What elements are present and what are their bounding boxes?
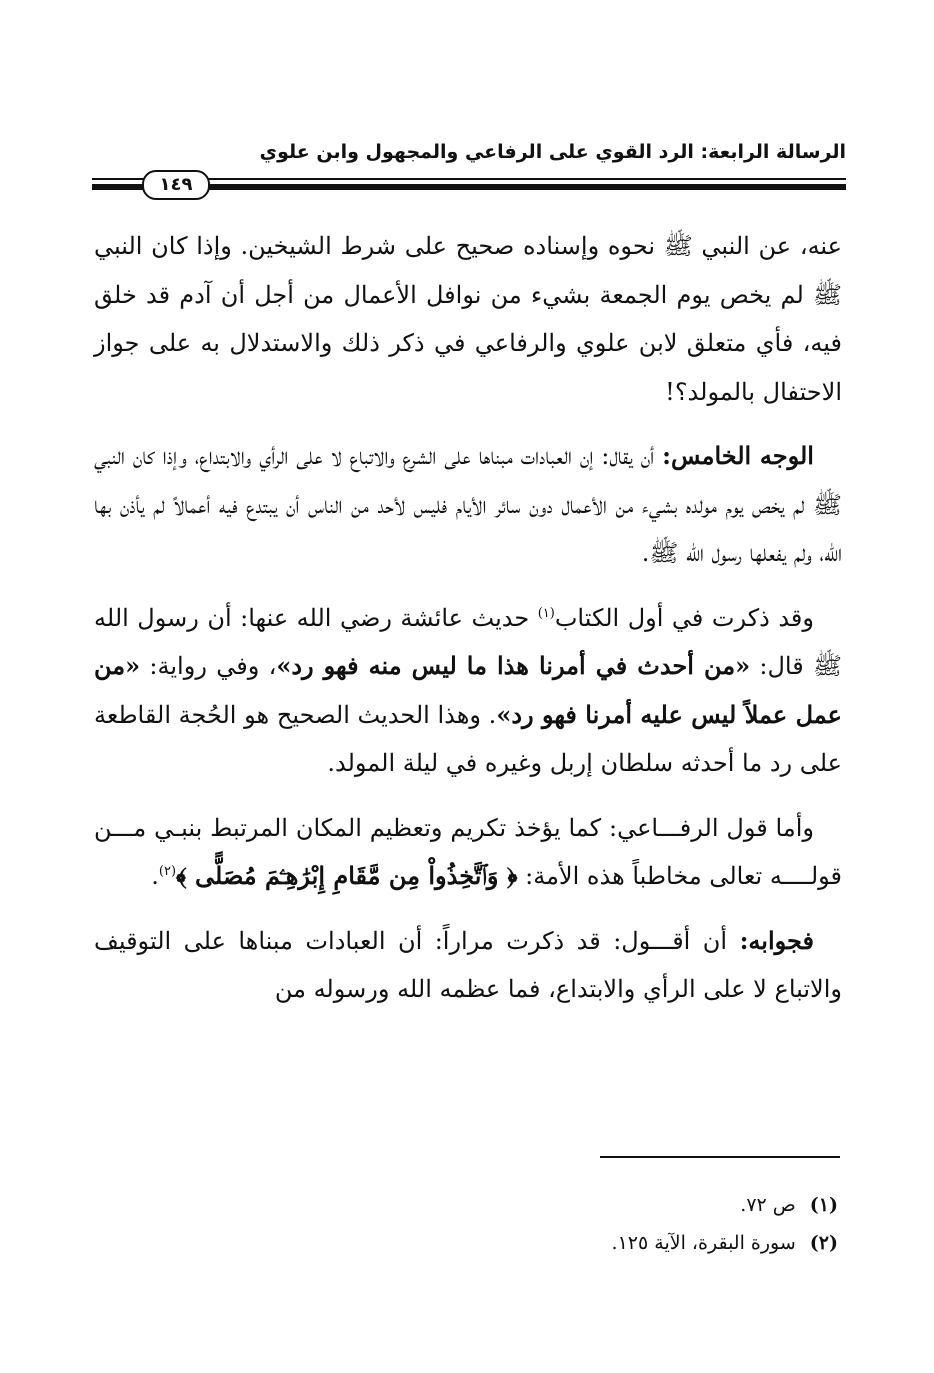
- footnotes: [138, 1186, 838, 1262]
- paragraph-5-text: أن أقـــول: قد ذكرت مراراً: أن العبادات مبناها على التوقيف والاتباع لا على الرأي والابتداع، فما عظمه الله ورسوله من: [94, 926, 842, 1003]
- paragraph-5: [94, 917, 842, 1014]
- paragraph-2-lead: الوجه الخامس:: [662, 441, 814, 470]
- paragraph-1: [94, 222, 842, 416]
- paragraph-3: [94, 594, 842, 788]
- body-text: [94, 222, 842, 1030]
- footnote-2-text: سورة البقرة، الآية ١٢٥.: [611, 1232, 796, 1254]
- paragraph-4-text-a: وأما قول الرفـــاعي: كما يؤخذ تكريم وتعظيم المكان المرتبط بنبـي مـــن قولــــه تعالى مخاطباً هذه الأمة:: [94, 813, 842, 890]
- paragraph-4: [94, 804, 842, 901]
- paragraph-1-text: عنه، عن النبي ﷺ نحوه وإسناده صحيح على شرط الشيخين. وإذا كان النبي ﷺ لم يخص يوم الجمعة بشيء من نوافل الأعمال من أجل أن آدم قد خلق فيه، فأي متعلق لابن علوي والرفاعي في ذكر ذلك والاستدلال به على جواز الاحتفال بالمولد؟!: [94, 232, 842, 406]
- paragraph-3-text-b: حديث عائشة رضي الله عنها: أن رسول الله ﷺ قال:: [94, 603, 843, 680]
- running-header-title: الرسالة الرابعة: الرد القوي على الرفاعي والمجهول وابن علوي: [259, 141, 846, 163]
- paragraph-4-text-b: .: [151, 862, 159, 890]
- footnote-ref-1[interactable]: (١): [537, 605, 555, 621]
- footnote-1: [138, 1186, 838, 1224]
- footnote-2: [138, 1224, 838, 1262]
- hadith-quote-1: «من أحدث في أمرنا هذا ما ليس منه فهو رد»: [276, 651, 751, 680]
- footnote-1-number: (١): [809, 1194, 838, 1216]
- paragraph-5-lead: فجوابه:: [739, 925, 814, 955]
- header-rule: [92, 172, 846, 196]
- paragraph-3-text-c: ، وفي رواية:: [140, 652, 277, 680]
- page-number: ١٤٩: [142, 170, 210, 200]
- paragraph-2: [94, 432, 842, 578]
- footnote-ref-2[interactable]: (٢): [158, 864, 177, 879]
- paragraph-2-text: أن يقال: إن العبادات مبناها على الشرع والاتباع لا على الرأي والابتداع، وإذا كان النبي ﷺ لم يخص يوم مولده بشيء من الأعمال دون سائر الأيام فليس لأحد من الناس أن يبتدع فيه أعمالاً لم يأذن بها الله، ولم يفعلها رسول الله ﷺ.: [94, 442, 842, 567]
- footnote-1-text: ص ٧٢.: [740, 1194, 796, 1216]
- quran-verse: ﴿ وَٱتَّخِذُواْ مِن مَّقَامِ إِبْرَٰهِـۧمَ مُصَلًّى ﴾: [176, 861, 518, 890]
- footnote-separator: [600, 1156, 840, 1158]
- footnote-2-number: (٢): [809, 1232, 838, 1254]
- hadith-quote-2: «من عمل عملاً ليس عليه أمرنا فهو رد»: [94, 651, 843, 729]
- paragraph-3-text-d: . وهذا الحديث الصحيح هو الحُجة القاطعة على رد ما أحدثه سلطان إربل وغيره في ليلة المولد.: [94, 700, 842, 777]
- paragraph-3-text-a: وقد ذكرت في أول الكتاب: [554, 603, 814, 632]
